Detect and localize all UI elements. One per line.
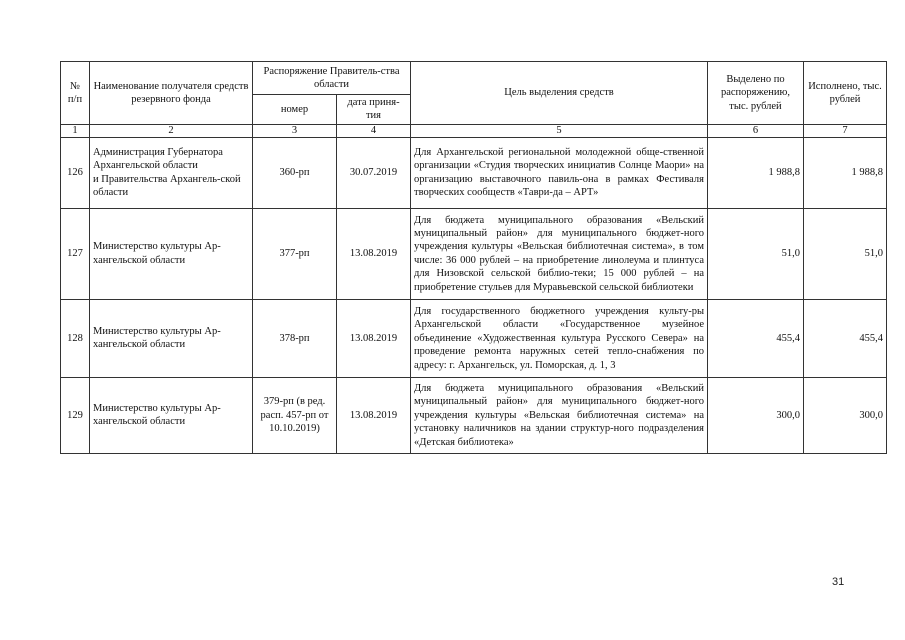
row-num: 126 bbox=[61, 137, 90, 208]
row-executed: 455,4 bbox=[804, 299, 887, 377]
row-recipient: Администрация Губернатора Архангельской области и Правительства Архангель-ской области bbox=[90, 137, 253, 208]
page-number: 31 bbox=[832, 576, 845, 588]
column-number: 3 bbox=[253, 124, 337, 137]
row-executed: 1 988,8 bbox=[804, 137, 887, 208]
row-recipient: Министерство культуры Ар-хангельской области bbox=[90, 299, 253, 377]
row-order-number: 378-рп bbox=[253, 299, 337, 377]
row-order-date: 13.08.2019 bbox=[337, 377, 411, 453]
column-number: 5 bbox=[411, 124, 708, 137]
header-order-number: номер bbox=[253, 95, 337, 125]
table-row bbox=[61, 299, 887, 377]
header-num: № п/п bbox=[61, 62, 90, 125]
column-number: 4 bbox=[337, 124, 411, 137]
row-order-date: 13.08.2019 bbox=[337, 299, 411, 377]
row-order-number: 377-рп bbox=[253, 208, 337, 299]
header-executed: Исполнено, тыс. рублей bbox=[804, 62, 887, 125]
column-number: 6 bbox=[708, 124, 804, 137]
header-allocated: Выделено по распоряжению, тыс. рублей bbox=[708, 62, 804, 125]
row-allocated: 455,4 bbox=[708, 299, 804, 377]
row-order-date: 30.07.2019 bbox=[337, 137, 411, 208]
row-recipient: Министерство культуры Ар-хангельской области bbox=[90, 208, 253, 299]
column-number: 7 bbox=[804, 124, 887, 137]
table-row bbox=[61, 208, 887, 299]
table-row bbox=[61, 377, 887, 453]
table-row bbox=[61, 137, 887, 208]
row-purpose: Для Архангельской региональной молодежной обще-ственной организации «Студия творческих инициатив Солнце Маори» на организацию выставочного павиль-она в рамках Фестиваля творческих сообществ «Таври-да – АРТ» bbox=[411, 137, 708, 208]
row-purpose: Для государственного бюджетного учреждения культу-ры Архангельской области «Государственное музейное объединение «Художественная культура Русского Севера» на проведение ремонта наружных сетей тепло-снабжения по адресу: г. Архангельск, ул. Поморская, д. 1, 3 bbox=[411, 299, 708, 377]
header-order-date: дата приня-тия bbox=[337, 95, 411, 125]
row-order-date: 13.08.2019 bbox=[337, 208, 411, 299]
header-purpose: Цель выделения средств bbox=[411, 62, 708, 125]
row-allocated: 1 988,8 bbox=[708, 137, 804, 208]
row-num: 127 bbox=[61, 208, 90, 299]
row-num: 128 bbox=[61, 299, 90, 377]
row-purpose: Для бюджета муниципального образования «Вельский муниципальный район» для муниципального бюджет-ного учреждения культуры «Вельская библиотечная система» на установку наличников на здании структур-ного подразделения «Детская библиотека» bbox=[411, 377, 708, 453]
header-recipient: Наименование получателя средств резервного фонда bbox=[90, 62, 253, 125]
row-executed: 300,0 bbox=[804, 377, 887, 453]
header-order-group: Распоряжение Правитель-ства области bbox=[253, 62, 411, 95]
column-number: 2 bbox=[90, 124, 253, 137]
row-allocated: 300,0 bbox=[708, 377, 804, 453]
row-allocated: 51,0 bbox=[708, 208, 804, 299]
row-executed: 51,0 bbox=[804, 208, 887, 299]
row-recipient: Министерство культуры Ар-хангельской области bbox=[90, 377, 253, 453]
header-row bbox=[61, 62, 887, 95]
reserve-fund-table bbox=[60, 61, 887, 454]
row-order-number: 379-рп (в ред. расп. 457-рп от 10.10.2019) bbox=[253, 377, 337, 453]
row-order-number: 360-рп bbox=[253, 137, 337, 208]
row-purpose: Для бюджета муниципального образования «Вельский муниципальный район» для муниципального бюджет-ного учреждения культуры «Вельская библиотечная система», в том числе: 36 000 рублей – на приобретение линолеума и плинтуса для Низовской сельской библио-теки; 15 000 рублей – на приобретение стульев для Муравьевской сельской библиотеки bbox=[411, 208, 708, 299]
row-num: 129 bbox=[61, 377, 90, 453]
column-numbers-row bbox=[61, 124, 887, 137]
column-number: 1 bbox=[61, 124, 90, 137]
